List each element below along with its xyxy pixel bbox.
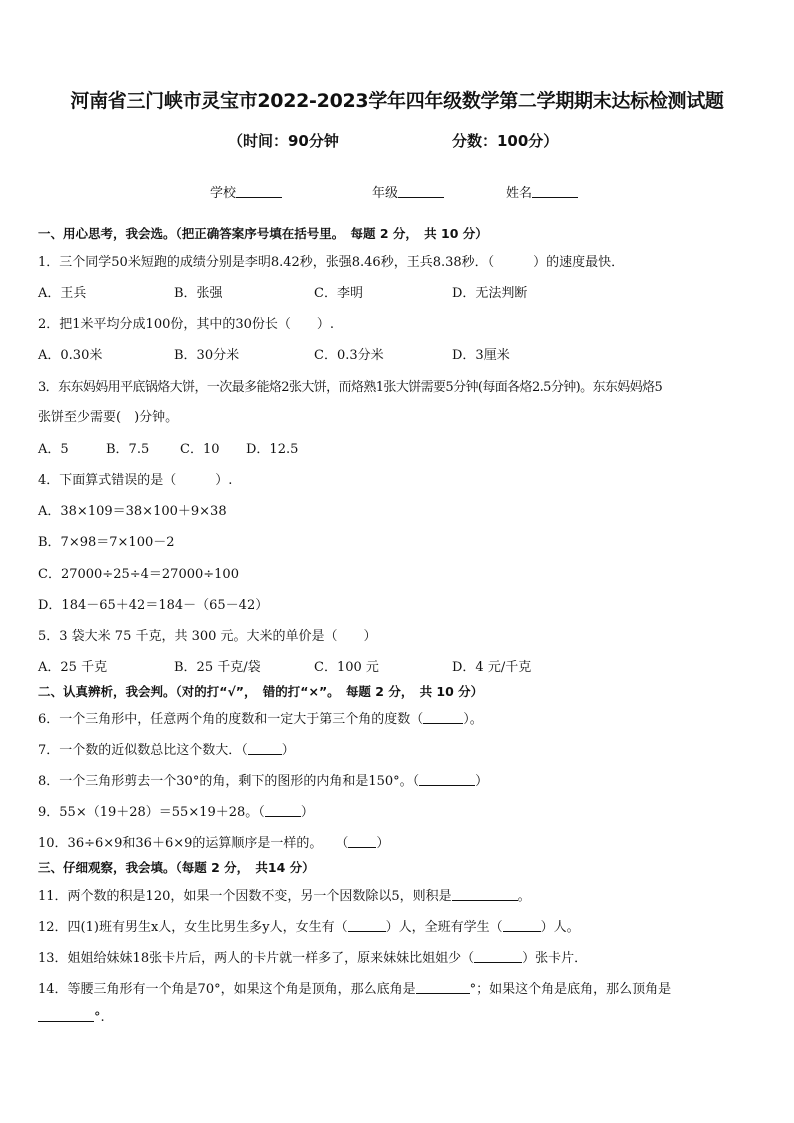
question-6 <box>38 708 483 727</box>
q11-tail: 。 <box>517 889 531 904</box>
q7-text: 7．一个数的近似数总比这个数大．（ <box>38 743 248 758</box>
q2-option-d[interactable]: D．3厘米 <box>452 348 510 363</box>
q7-answer-blank[interactable] <box>248 742 282 755</box>
question-3-line-1: 3．东东妈妈用平底锅烙大饼，一次最多能烙2张大饼，而烙熟1张大饼需要5分钟(每面各烙2.5分钟)。东东妈妈烙5 <box>38 380 663 395</box>
question-14-line-1 <box>38 978 671 997</box>
q14-part-a: 14．等腰三角形有一个角是70°，如果这个角是顶角，那么底角是 <box>38 982 416 997</box>
q6-tail: ）。 <box>463 712 483 727</box>
q12-part-a: 12．四(1)班有男生x人，女生比男生多y人，女生有（ <box>38 920 348 935</box>
q5-option-a[interactable]: A．25 千克 <box>38 660 108 675</box>
q2-option-c[interactable]: C．0.3分米 <box>314 348 384 363</box>
q1-option-a[interactable]: A．王兵 <box>38 286 87 301</box>
q12-part-c: ）人。 <box>540 920 580 935</box>
q6-answer-blank[interactable] <box>423 711 463 724</box>
score-label: 分数：100分） <box>452 132 559 150</box>
q3-option-b[interactable]: B．7.5 <box>106 442 150 457</box>
name-blank[interactable] <box>532 185 578 198</box>
section-2-heading: 二、认真辨析，我会判。（对的打“√”， 错的打“×”。 每题 2 分， 共 10 分） <box>38 684 484 699</box>
q9-answer-blank[interactable] <box>265 804 301 817</box>
question-14-line-2 <box>38 1009 105 1025</box>
time-label: （时间：90分钟 <box>228 132 339 150</box>
q2-option-a[interactable]: A．0.30米 <box>38 348 103 363</box>
name-field[interactable] <box>506 182 578 201</box>
q12-part-b: ）人，全班有学生（ <box>385 920 503 935</box>
q4-option-a[interactable]: A．38×109＝38×100＋9×38 <box>38 504 227 519</box>
question-11 <box>38 885 531 904</box>
q14-blank-1[interactable] <box>416 981 470 994</box>
exam-title: 河南省三门峡市灵宝市2022-2023学年四年级数学第二学期期末达标检测试题 <box>70 90 724 112</box>
q12-blank-1[interactable] <box>348 919 386 932</box>
q13-part-a: 13．姐姐给妹妹18张卡片后，两人的卡片就一样多了，原来妹妹比姐姐少（ <box>38 951 475 966</box>
q14-blank-2[interactable] <box>38 1009 94 1022</box>
q8-text: 8．一个三角形剪去一个30°的角，剩下的图形的内角和是150°。（ <box>38 774 420 789</box>
q7-tail: ） <box>281 743 295 758</box>
q11-answer-blank[interactable] <box>452 888 518 901</box>
q4-option-c[interactable]: C．27000÷25÷4＝27000÷100 <box>38 567 239 582</box>
grade-blank[interactable] <box>398 185 444 198</box>
question-4: 4．下面算式错误的是（ ）. <box>38 473 233 488</box>
question-7 <box>38 739 295 758</box>
q6-text: 6．一个三角形中，任意两个角的度数和一定大于第三个角的度数（ <box>38 712 424 727</box>
q10-text: 10．36÷6×9和36＋6×9的运算顺序是一样的。 （ <box>38 836 349 851</box>
q11-text: 11．两个数的积是120，如果一个因数不变，另一个因数除以5，则积是 <box>38 889 452 904</box>
q3-option-a[interactable]: A．5 <box>38 442 69 457</box>
q12-blank-2[interactable] <box>503 919 541 932</box>
school-blank[interactable] <box>236 185 282 198</box>
q4-option-b[interactable]: B．7×98＝7×100－2 <box>38 535 175 550</box>
q2-option-b[interactable]: B．30分米 <box>174 348 240 363</box>
question-13 <box>38 947 587 966</box>
q4-option-d[interactable]: D．184－65＋42＝184－（65－42） <box>38 598 269 613</box>
grade-label: 年级 <box>372 186 399 201</box>
section-3-heading: 三、仔细观察，我会填。（每题 2 分， 共14 分） <box>38 860 315 875</box>
q9-tail: ） <box>300 805 314 820</box>
q13-blank[interactable] <box>474 950 522 963</box>
question-9 <box>38 801 314 820</box>
q5-option-c[interactable]: C．100 元 <box>314 660 379 675</box>
q10-tail: ） <box>376 836 390 851</box>
q1-option-b[interactable]: B．张强 <box>174 286 223 301</box>
q3-option-d[interactable]: D．12.5 <box>246 442 299 457</box>
question-12 <box>38 916 580 935</box>
q13-part-b: ）张卡片． <box>522 951 588 966</box>
school-field[interactable] <box>210 182 282 201</box>
q8-tail: ） <box>475 774 489 789</box>
q8-answer-blank[interactable] <box>419 773 475 786</box>
q14-part-c: °. <box>94 1010 105 1025</box>
question-1: 1．三个同学50米短跑的成绩分别是李明8.42秒，张强8.46秒，王兵8.38秒．（ ）的速度最快． <box>38 255 625 270</box>
q10-answer-blank[interactable] <box>348 835 376 848</box>
question-5: 5．3 袋大米 75 千克，共 300 元。大米的单价是（ ） <box>38 629 377 644</box>
name-label: 姓名 <box>506 186 533 201</box>
grade-field[interactable] <box>372 182 444 201</box>
q5-option-d[interactable]: D．4 元/千克 <box>452 660 532 675</box>
q1-option-d[interactable]: D．无法判断 <box>452 286 528 301</box>
q9-text: 9．55×（19＋28）＝55×19＋28。（ <box>38 805 265 820</box>
question-2: 2．把1米平均分成100份，其中的30份长（ ）. <box>38 317 335 332</box>
question-8 <box>38 770 488 789</box>
question-3-line-2: 张饼至少需要( )分钟。 <box>38 410 179 425</box>
q3-option-c[interactable]: C．10 <box>180 442 220 457</box>
q1-option-c[interactable]: C．李明 <box>314 286 363 301</box>
question-10 <box>38 832 389 851</box>
q14-part-b: °；如果这个角是底角，那么顶角是 <box>469 982 672 997</box>
section-1-heading: 一、用心思考，我会选。（把正确答案序号填在括号里。 每题 2 分， 共 10 分） <box>38 226 488 241</box>
school-label: 学校 <box>210 186 237 201</box>
q5-option-b[interactable]: B．25 千克/袋 <box>174 660 261 675</box>
